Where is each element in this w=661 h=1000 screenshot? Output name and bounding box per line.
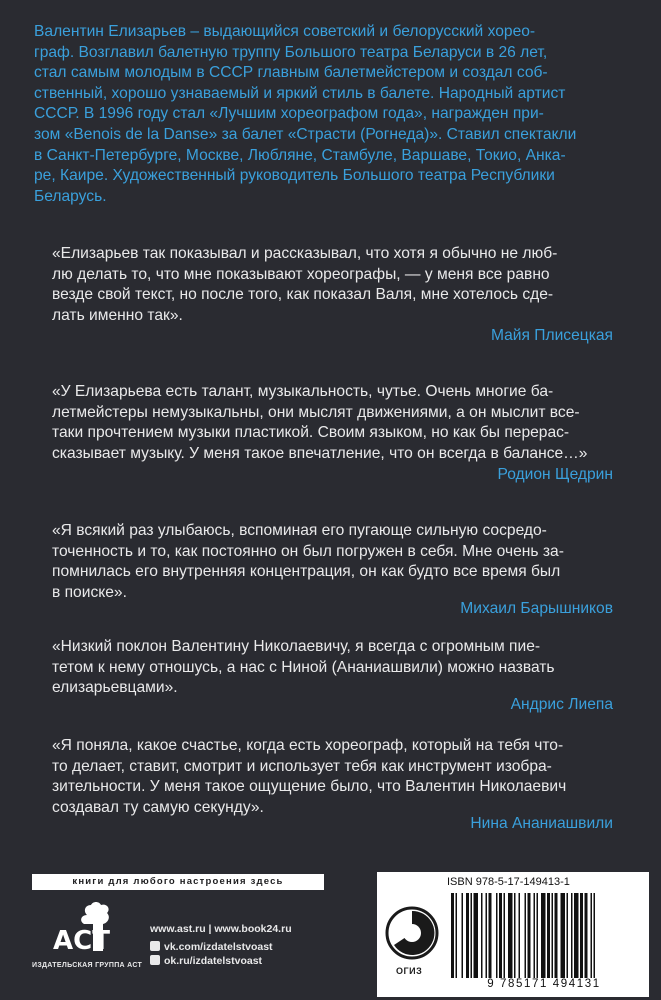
barcode-bar — [585, 893, 588, 978]
quote-line: помнилась его внутренняя концентрация, он как будто все время был — [52, 563, 561, 581]
quote-line: «Елизарьев так показывал и рассказывал, что хотя я обычно не люб- — [52, 245, 558, 262]
author-bio — [34, 22, 630, 207]
ast-logo-text: АСТ — [53, 926, 110, 956]
quote-line: то делает, ставит, смотрит и использует тебя как инструмент изобра- — [52, 757, 552, 775]
ok-icon — [150, 955, 160, 965]
barcode-bar — [528, 893, 531, 978]
barcode-bar — [462, 893, 464, 978]
barcode-bar — [552, 893, 554, 978]
oguz-logo-icon — [384, 905, 440, 961]
quote-line: сказывает музыку. У меня такое впечатление, что он всегда в балансе…» — [52, 444, 588, 462]
bio-line: стал самым молодым в СССР главным балетмейстером и создал соб- — [34, 64, 548, 82]
quote-line: «Я поняла, какое счастье, когда есть хореограф, который на тебя что- — [52, 737, 564, 754]
quote-text — [52, 244, 614, 326]
barcode-bar — [496, 893, 498, 978]
ok-link[interactable] — [150, 955, 262, 967]
quote-line: тетом к нему отношусь, а нас с Ниной (Ананиашвили) можно назвать — [52, 658, 555, 676]
quote-author: Родион Щедрин — [497, 466, 613, 483]
imprint-name: ОГИЗ — [396, 966, 423, 976]
barcode-bar — [574, 893, 579, 978]
barcode-bar — [481, 893, 483, 978]
barcode-bar — [567, 893, 569, 978]
quote-line: «Я всякий раз улыбаюсь, вспоминая его пугающе сильную сосредо- — [52, 522, 547, 539]
publisher-websites[interactable]: www.ast.ru | www.book24.ru — [150, 923, 292, 935]
barcode-bar — [537, 893, 539, 978]
quote-author: Нина Ананиашвили — [470, 815, 613, 832]
quote-text — [52, 637, 614, 699]
bio-line: Беларусь. — [34, 187, 107, 205]
barcode-bar — [514, 893, 516, 978]
barcode-bar — [451, 893, 454, 978]
barcode-bar — [466, 893, 469, 978]
quote-line: в поиске». — [52, 583, 127, 601]
bio-line: в Санкт-Петербурге, Москве, Любляне, Стамбуле, Варшаве, Токио, Анка- — [34, 146, 566, 164]
quote-line: точенность и то, как постоянно он был погружен в себя. Мне очень за- — [52, 542, 564, 560]
barcode-bar — [547, 893, 550, 978]
quote-line: летмейстеры немузыкальны, они мыслят движениями, а он мыслит все- — [52, 403, 580, 421]
barcode-bar — [499, 893, 502, 978]
ast-logo-icon — [47, 899, 127, 959]
barcode-bar — [561, 893, 566, 978]
barcode-bar — [471, 893, 473, 978]
bio-line: ственный, хорошо узнаваемый и яркий стиль в балете. Народный артист — [34, 84, 566, 102]
barcode-bar — [519, 893, 521, 978]
quote-author: Андрис Лиепа — [510, 696, 613, 713]
barcode-bar — [534, 893, 536, 978]
bio-line: зом «Benois de la Danse» за балет «Страсти (Рогнеда)». Ставил спектакли — [34, 125, 577, 143]
barcode-bar — [555, 893, 558, 978]
quote-line: создавал ту самую секунду». — [52, 798, 264, 816]
vk-link[interactable] — [150, 941, 273, 953]
barcode-bar — [504, 893, 506, 978]
bio-line: ре, Каире. Художественный руководитель Большого театра Республики — [34, 167, 555, 185]
bio-line: Валентин Елизарьев – выдающийся советский и белорусский хорео- — [34, 23, 536, 40]
bio-line: СССР. В 1996 году стал «Лучшим хореографом года», награжден при- — [34, 105, 544, 123]
quote-line: елизарьевцами». — [52, 679, 178, 697]
bio-line: граф. Возглавил балетную труппу Большого театра Беларуси в 26 лет, — [34, 43, 548, 61]
ok-url: ok.ru/izdatelstvoast — [164, 955, 263, 967]
publisher-name: ИЗДАТЕЛЬСКАЯ ГРУППА АСТ — [32, 962, 143, 969]
barcode-bar — [541, 893, 546, 978]
barcode-bar — [486, 893, 488, 978]
quote-line: таки прочтением музыки пластикой. Своим языком, но как бы перерас- — [52, 424, 570, 442]
barcode-digits: 9 785171 494131 — [487, 978, 601, 990]
quote-author: Майя Плисецкая — [490, 327, 613, 344]
quote-line: «У Елизарьева есть талант, музыкальность, чутье. Очень многие ба- — [52, 383, 554, 400]
barcode-bar — [489, 893, 492, 978]
quote-author: Михаил Барышников — [460, 600, 613, 617]
isbn-number: ISBN 978-5-17-149413-1 — [447, 876, 570, 888]
quote-line: везде свой текст, но после того, как показал Валя, мне хотелось сде- — [52, 286, 554, 304]
quote-line: лать именно так». — [52, 306, 183, 324]
barcode-bar — [456, 893, 458, 978]
barcode-bar — [580, 893, 583, 978]
barcode-icon — [447, 893, 641, 978]
barcode-bar — [571, 893, 573, 978]
barcode-bar — [508, 893, 513, 978]
vk-url: vk.com/izdatelstvoast — [164, 941, 273, 953]
quote-line: зительности. У меня такое ощущение было, что Валентин Николаевич — [52, 778, 567, 796]
quote-text — [52, 382, 614, 464]
quote-line: лю делать то, что мне показывают хореографы, — у меня все равно — [52, 265, 550, 283]
barcode-bar — [591, 893, 593, 978]
barcode-bar — [525, 893, 527, 978]
barcode-bar — [474, 893, 479, 978]
quote-line: «Низкий поклон Валентину Николаевичу, я всегда с огромным пие- — [52, 638, 541, 655]
quote-text — [52, 521, 614, 603]
quote-text — [52, 736, 614, 818]
vk-icon — [150, 941, 160, 951]
tagline-banner: книги для любого настроения здесь — [32, 874, 324, 890]
barcode-bar — [594, 893, 596, 978]
